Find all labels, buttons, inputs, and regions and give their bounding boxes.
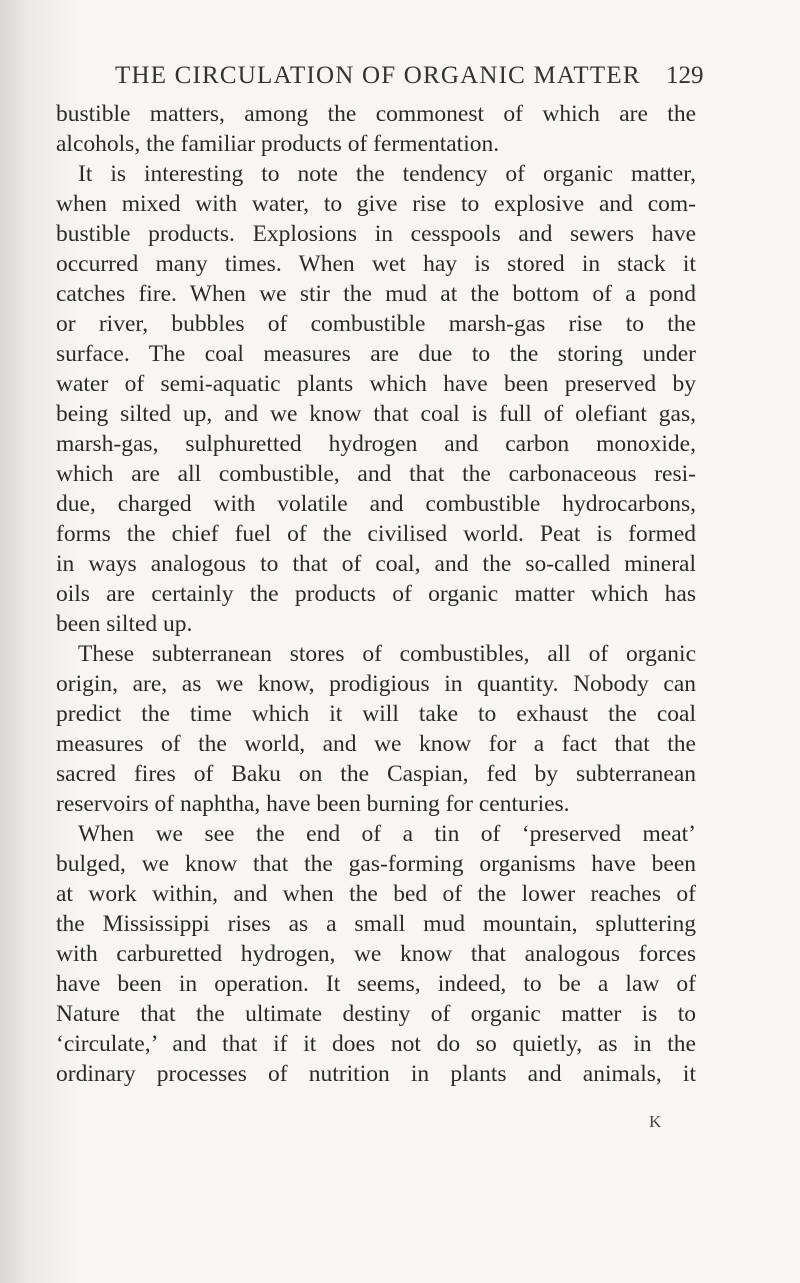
text-line: being silted up, and we know that coal is full of olefiant gas, (56, 401, 696, 427)
text-line: when mixed with water, to give rise to explosive and com- (56, 191, 696, 217)
text-line: which are all combustible, and that the carbonaceous resi- (56, 461, 696, 487)
text-line: the Mississippi rises as a small mud mountain, spluttering (56, 911, 696, 937)
text-line: ordinary processes of nutrition in plants and animals, it (56, 1061, 696, 1087)
text-line: occurred many times. When wet hay is stored in stack it (56, 251, 696, 277)
text-line: bulged, we know that the gas-forming organisms have been (56, 851, 696, 877)
text-line: marsh-gas, sulphuretted hydrogen and carbon monoxide, (56, 431, 696, 457)
text-line: or river, bubbles of combustible marsh-gas rise to the (56, 311, 696, 337)
text-line: been silted up. (56, 611, 193, 637)
text-line: It is interesting to note the tendency of organic matter, (78, 161, 696, 187)
text-line: have been in operation. It seems, indeed, to be a law of (56, 971, 696, 997)
text-line: catches fire. When we stir the mud at the bottom of a pond (56, 281, 696, 307)
text-line: forms the chief fuel of the civilised world. Peat is formed (56, 521, 696, 547)
text-line: due, charged with volatile and combustible hydrocarbons, (56, 491, 696, 517)
text-line: sacred fires of Baku on the Caspian, fed by subterranean (56, 761, 696, 787)
page-number: 129 (666, 62, 704, 89)
text-line: ‘circulate,’ and that if it does not do so quietly, as in the (56, 1031, 696, 1057)
text-line: bustible products. Explosions in cesspools and sewers have (56, 221, 696, 247)
text-line: water of semi-aquatic plants which have been preserved by (56, 371, 696, 397)
page-header (0, 62, 800, 96)
text-line: in ways analogous to that of coal, and the so-called mineral (56, 551, 696, 577)
text-line: at work within, and when the bed of the lower reaches of (56, 881, 696, 907)
text-line: alcohols, the familiar products of fermentation. (56, 131, 500, 157)
text-line: surface. The coal measures are due to the storing under (56, 341, 696, 367)
text-line: predict the time which it will take to exhaust the coal (56, 701, 696, 727)
text-line: Nature that the ultimate destiny of organic matter is to (56, 1001, 696, 1027)
text-line: origin, are, as we know, prodigious in quantity. Nobody can (56, 671, 696, 697)
running-head: THE CIRCULATION OF ORGANIC MATTER (115, 62, 641, 89)
text-line: bustible matters, among the commonest of which are the (56, 101, 696, 127)
text-line: measures of the world, and we know for a fact that the (56, 731, 696, 757)
signature-mark: K (649, 1112, 662, 1131)
text-line: with carburetted hydrogen, we know that analogous forces (56, 941, 696, 967)
text-line: When we see the end of a tin of ‘preserved meat’ (78, 821, 696, 847)
text-line: oils are certainly the products of organic matter which has (56, 581, 696, 607)
text-line: reservoirs of naphtha, have been burning for centuries. (56, 791, 570, 817)
text-line: These subterranean stores of combustibles, all of organic (78, 641, 696, 667)
body-text (56, 99, 696, 1089)
